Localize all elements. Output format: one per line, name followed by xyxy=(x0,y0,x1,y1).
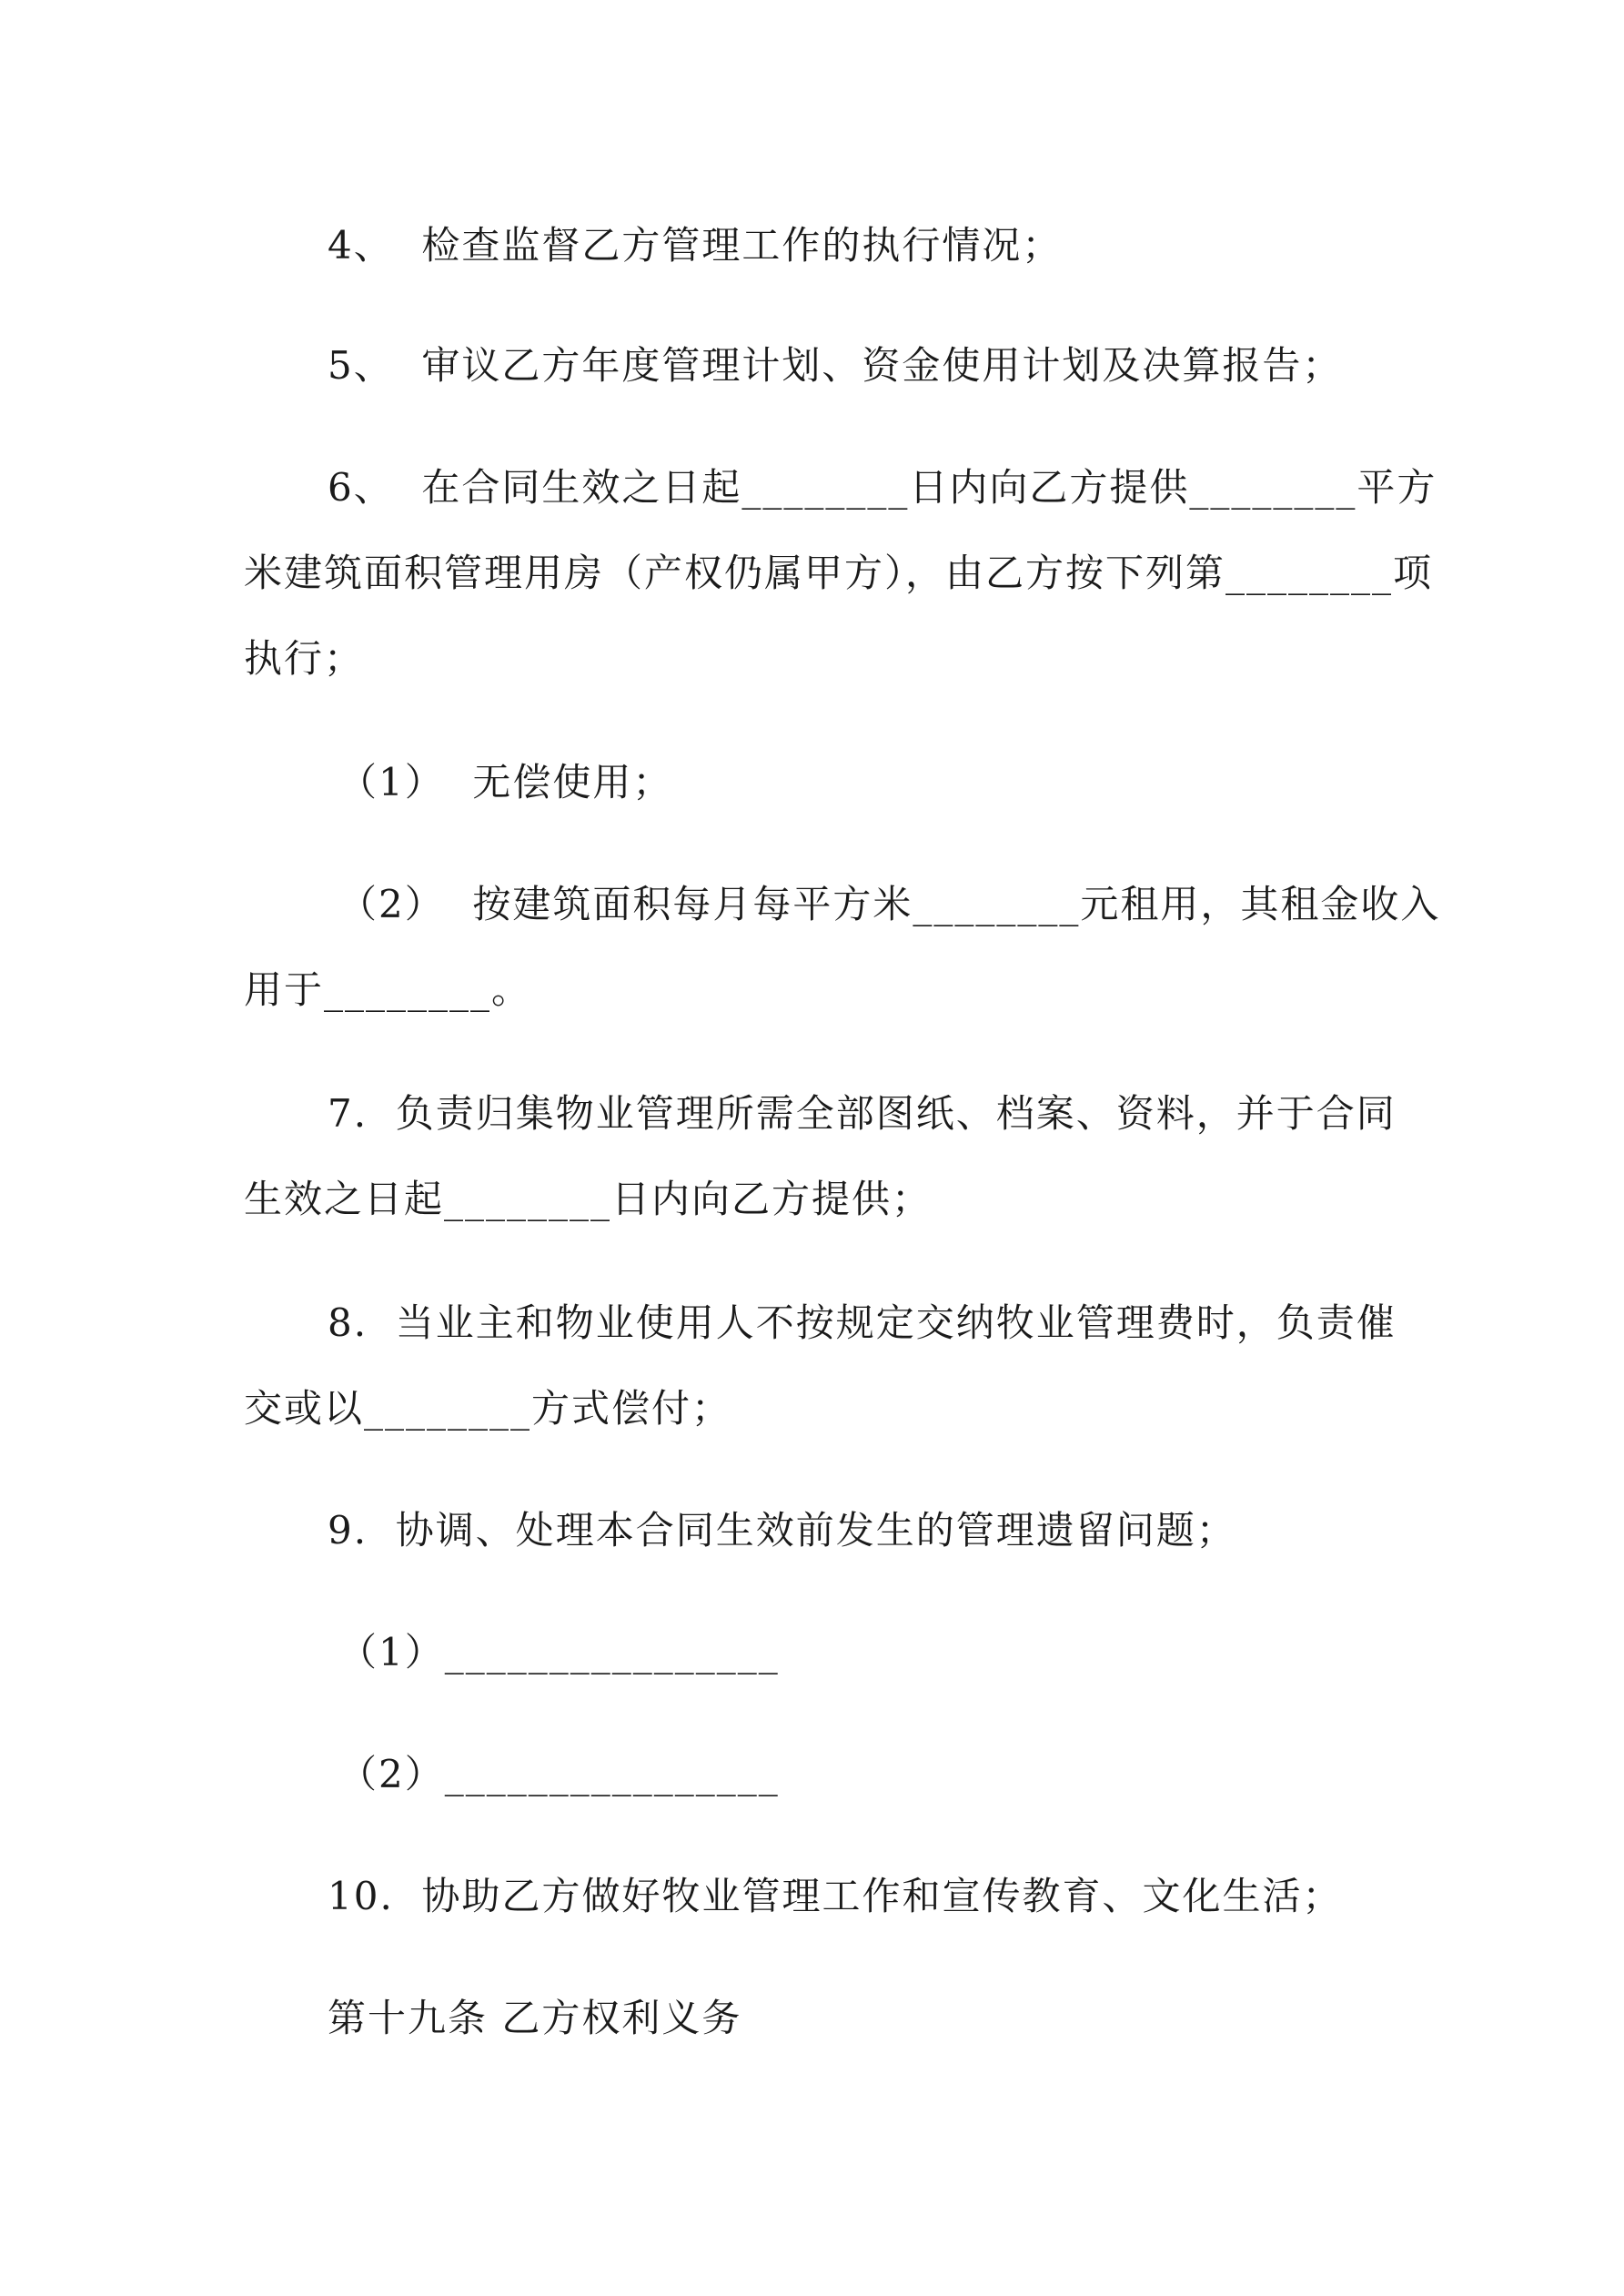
clause-10: 10. 协助乙方做好牧业管理工作和宣传教育、文化生活； xyxy=(328,1874,1343,1918)
clause-9-item-2: （2）________________ xyxy=(338,1752,780,1796)
article-19-heading: 第十九条 乙方权利义务 xyxy=(328,1996,742,2040)
clause-7-line-2: 生效之日起________日内向乙方提供； xyxy=(244,1177,933,1221)
clause-9-item-1: （1）________________ xyxy=(338,1630,780,1674)
clause-6-line-1: 6、 在合同生效之日起________日内向乙方提供________平方 xyxy=(328,465,1437,510)
clause-8-line-1: 8. 当业主和物业使用人不按规定交纳牧业管理费时，负责催 xyxy=(328,1300,1397,1345)
clause-6-line-3: 执行； xyxy=(244,636,365,681)
clause-9: 9. 协调、处理本合同生效前发生的管理遗留问题； xyxy=(328,1508,1236,1553)
clause-6-line-2: 米建筑面积管理用房（产权仍属甲方），由乙方按下列第________项 xyxy=(244,551,1434,595)
clause-5: 5、 审议乙方年度管理计划、资金使用计划及决算报告； xyxy=(328,343,1343,388)
clause-8-line-2: 交或以________方式偿付； xyxy=(244,1386,732,1431)
clause-4: 4、 检查监督乙方管理工作的执行情况； xyxy=(328,223,1063,268)
clause-6-option-2-line-1: （2） 按建筑面积每月每平方米________元租用，其租金收入 xyxy=(338,882,1441,926)
clause-6-option-2-line-2: 用于________。 xyxy=(244,967,532,1012)
clause-7-line-1: 7. 负责归集物业管理所需全部图纸、档案、资料，并于合同 xyxy=(328,1091,1397,1136)
clause-6-option-1: （1） 无偿使用； xyxy=(338,760,673,804)
